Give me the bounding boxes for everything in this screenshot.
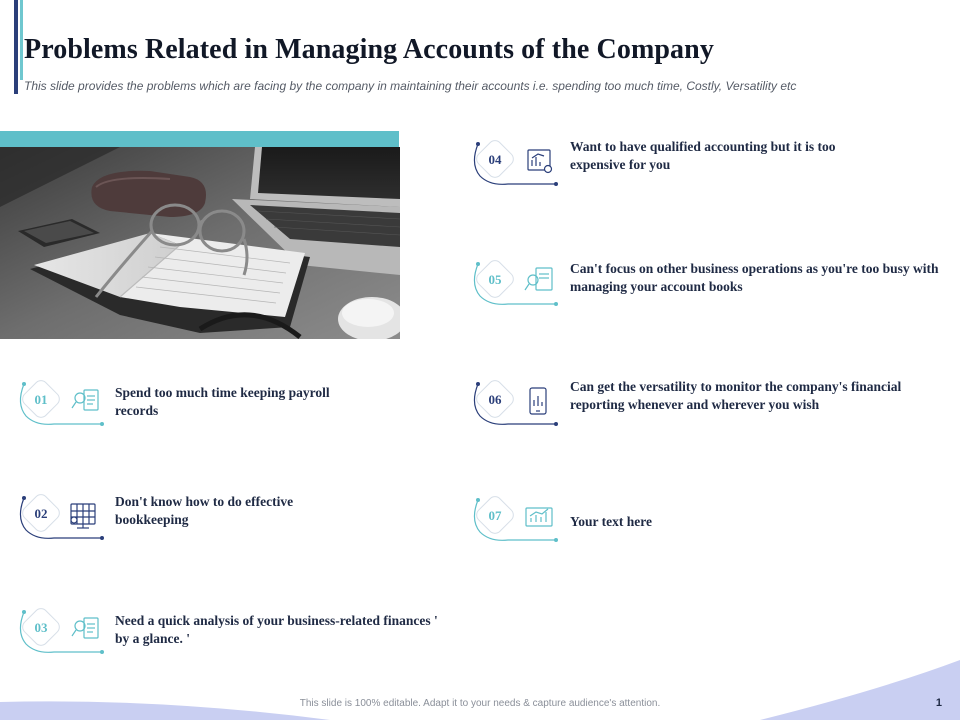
problem-item-06 [468,372,948,442]
badge-number: 03 [34,620,48,635]
problem-item-07 [468,488,948,558]
item-text: Your text here [570,514,652,529]
problem-item-02 [14,486,434,556]
badge-number: 05 [488,272,502,287]
item-text: Don't know how to do effective bookkeeping [115,494,294,527]
item-text: Want to have qualified accounting but it is too expensive for you [570,139,836,172]
desk-photo [0,147,400,339]
problem-item-04 [468,132,948,202]
problem-item-05 [468,252,948,322]
badge-number: 01 [34,392,48,407]
account-books-icon [525,268,552,290]
badge-number: 02 [34,506,48,521]
footer-note: This slide is 100% editable. Adapt it to your needs & capture audience's attention. [299,698,661,709]
item-text: Spend too much time keeping payroll records [115,385,330,418]
accounting-chart-icon [528,150,552,173]
badge-number: 06 [488,392,502,407]
badge-number: 07 [488,508,502,523]
photo-accent-strip [0,131,399,147]
payroll-search-icon [72,390,98,410]
finance-analysis-icon [72,618,98,638]
footer-wave [0,650,960,720]
item-text: Can get the versatility to monitor the company's financial reporting whenever and wherever you wish [570,379,902,412]
title-accent-bar-light [20,0,23,80]
mobile-report-icon [530,388,546,414]
badge-number: 04 [488,152,502,167]
page-subtitle: This slide provides the problems which are facing by the company in maintaining their accounts i.e. spending too much time, Costly, Versatility etc [24,79,797,93]
page-number: 1 [935,697,942,709]
problem-item-01 [14,372,434,442]
item-text: Need a quick analysis of your business-related finances ' by a glance. ' [115,613,438,646]
calculator-computer-icon [71,504,95,528]
page-title: Problems Related in Managing Accounts of the Company [24,34,714,65]
title-accent-bar [14,0,18,94]
item-text: Can't focus on other business operations as you're too busy with managing your account books [570,261,939,294]
growth-chart-icon [526,508,552,526]
